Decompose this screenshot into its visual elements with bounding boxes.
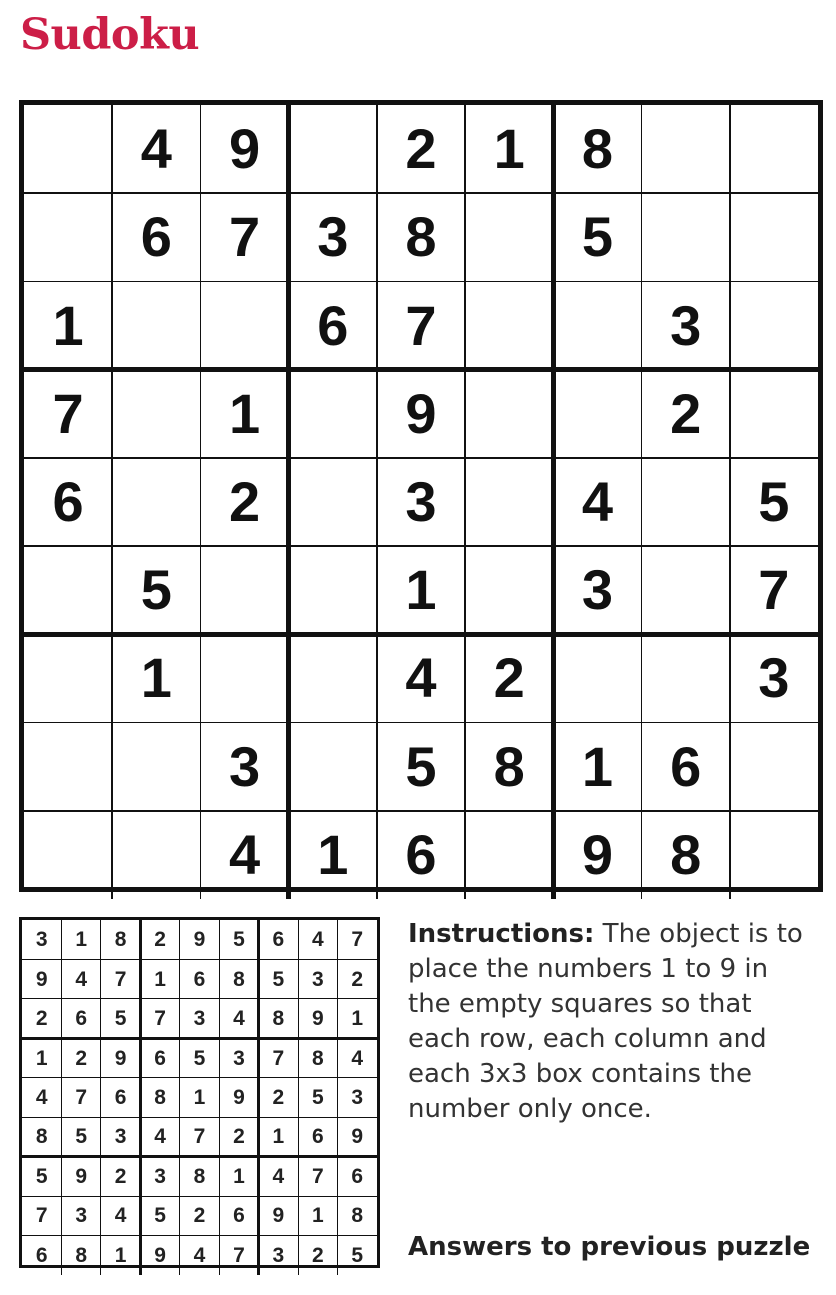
puzzle-cell-r6c5: 1 (405, 558, 437, 622)
answer-cell-r2c8: 3 (311, 967, 324, 991)
puzzle-cell-r8c9[interactable] (730, 723, 818, 811)
answer-cell-r2c2: 4 (75, 967, 87, 991)
answer-cell-r5c7: 2 (272, 1085, 285, 1109)
previous-answers-grid (19, 917, 380, 1268)
puzzle-cell-r5c6[interactable] (465, 458, 553, 546)
puzzle-cell-r6c7: 3 (581, 558, 614, 622)
answer-cell-r8c5: 2 (193, 1204, 206, 1228)
answer-cell-r4c8: 8 (311, 1046, 324, 1070)
answer-cell-r2c9: 2 (351, 967, 364, 991)
answer-cell-r6c6: 2 (233, 1125, 245, 1149)
puzzle-cell-r9c4: 1 (317, 822, 349, 886)
puzzle-cell-r9c6[interactable] (465, 811, 553, 899)
puzzle-cell-r6c9: 7 (758, 558, 790, 622)
page-title: Sudoku (20, 10, 200, 60)
answer-cell-r9c1: 6 (35, 1243, 48, 1267)
puzzle-cell-r3c6[interactable] (465, 281, 553, 369)
answer-cell-r9c7: 3 (272, 1243, 285, 1267)
answer-cell-r7c8: 7 (311, 1164, 324, 1188)
answer-cell-r5c6: 9 (233, 1085, 245, 1109)
answer-cell-r7c1: 5 (35, 1164, 48, 1188)
answer-cell-r5c5: 1 (193, 1085, 206, 1109)
answer-cell-r3c4: 7 (154, 1007, 166, 1031)
puzzle-cell-r9c7: 9 (581, 822, 614, 886)
answer-cell-r8c2: 3 (75, 1204, 87, 1228)
puzzle-cell-r9c9[interactable] (730, 811, 818, 899)
answer-cell-r2c3: 7 (114, 967, 127, 991)
answer-cell-r9c2: 8 (75, 1243, 87, 1267)
puzzle-cell-r9c1[interactable] (24, 811, 112, 899)
puzzle-cell-r4c1: 7 (52, 381, 84, 445)
puzzle-cell-r5c2[interactable] (112, 458, 200, 546)
puzzle-cell-r8c3: 3 (228, 734, 261, 798)
puzzle-cell-r1c9[interactable] (730, 105, 818, 193)
puzzle-cell-r5c1: 6 (52, 469, 84, 533)
answer-cell-r8c4: 5 (154, 1204, 166, 1228)
answer-cell-r7c6: 1 (233, 1164, 245, 1188)
answer-cell-r4c3: 9 (114, 1046, 127, 1070)
puzzle-cell-r5c5: 3 (405, 469, 437, 533)
puzzle-cell-r7c6: 2 (493, 646, 525, 710)
instructions-label: Instructions: (408, 919, 595, 949)
answer-cell-r1c8: 4 (311, 928, 324, 952)
puzzle-cell-r1c8[interactable] (642, 105, 730, 193)
puzzle-cell-r1c2: 4 (140, 117, 172, 181)
answer-cell-r6c5: 7 (193, 1125, 206, 1149)
puzzle-cell-r5c4[interactable] (289, 458, 377, 546)
answer-cell-r6c3: 3 (114, 1125, 127, 1149)
puzzle-cell-r4c9[interactable] (730, 370, 818, 458)
puzzle-cell-r6c6[interactable] (465, 546, 553, 634)
answer-cell-r2c5: 6 (193, 967, 206, 991)
answer-cell-r6c9: 9 (351, 1125, 364, 1149)
puzzle-cell-r1c4[interactable] (289, 105, 377, 193)
answer-cell-r5c3: 6 (114, 1085, 127, 1109)
answer-cell-r8c8: 1 (311, 1204, 324, 1228)
puzzle-cell-r3c3[interactable] (200, 281, 288, 369)
puzzle-cell-r4c5: 9 (405, 381, 437, 445)
answer-cell-r4c2: 2 (75, 1046, 87, 1070)
answer-cell-r5c8: 5 (311, 1085, 324, 1109)
answer-cell-r1c2: 1 (75, 928, 87, 952)
puzzle-cell-r9c2[interactable] (112, 811, 200, 899)
answer-cell-r8c9: 8 (351, 1204, 364, 1228)
answer-cell-r4c1: 1 (35, 1046, 48, 1070)
puzzle-cell-r5c7: 4 (581, 469, 614, 533)
puzzle-cell-r6c3[interactable] (200, 546, 288, 634)
puzzle-cell-r4c8: 2 (670, 381, 702, 445)
puzzle-cell-r3c4: 6 (317, 293, 349, 357)
answer-cell-r1c4: 2 (154, 928, 166, 952)
puzzle-cell-r8c5: 5 (405, 734, 437, 798)
puzzle-cell-r1c5: 2 (405, 117, 437, 181)
answer-cell-r4c6: 3 (233, 1046, 245, 1070)
puzzle-cell-r2c9[interactable] (730, 193, 818, 281)
instructions-body: The object is to place the numbers 1 to 9 in the empty squares so that each row, each column and each 3x3 box contains the number only once. (408, 919, 803, 1124)
puzzle-cell-r8c7: 1 (581, 734, 614, 798)
answer-cell-r9c3: 1 (114, 1243, 127, 1267)
puzzle-cell-r1c1[interactable] (24, 105, 112, 193)
puzzle-cell-r2c1[interactable] (24, 193, 112, 281)
puzzle-cell-r4c6[interactable] (465, 370, 553, 458)
answer-cell-r7c3: 2 (114, 1164, 127, 1188)
answer-cell-r1c6: 5 (233, 928, 245, 952)
puzzle-cell-r4c3: 1 (228, 381, 261, 445)
puzzle-cell-r7c1[interactable] (24, 634, 112, 722)
answer-cell-r9c6: 7 (233, 1243, 245, 1267)
answers-caption: Answers to previous puzzle (408, 1232, 811, 1262)
answer-cell-r4c9: 4 (351, 1046, 364, 1070)
puzzle-cell-r7c3[interactable] (200, 634, 288, 722)
answer-cell-r9c4: 9 (154, 1243, 166, 1267)
answer-cell-r5c9: 3 (351, 1085, 364, 1109)
puzzle-cell-r3c5: 7 (405, 293, 437, 357)
puzzle-cell-r5c9: 5 (758, 469, 790, 533)
answer-cell-r4c5: 5 (193, 1046, 206, 1070)
puzzle-cell-r3c7[interactable] (553, 281, 641, 369)
puzzle-cell-r6c8[interactable] (642, 546, 730, 634)
puzzle-cell-r4c7[interactable] (553, 370, 641, 458)
puzzle-cell-r9c3: 4 (228, 822, 261, 886)
answer-cell-r6c2: 5 (75, 1125, 87, 1149)
answer-cell-r7c4: 3 (154, 1164, 166, 1188)
puzzle-cell-r4c2[interactable] (112, 370, 200, 458)
puzzle-cell-r5c3: 2 (228, 469, 261, 533)
answer-cell-r4c7: 7 (272, 1046, 285, 1070)
answer-cell-r9c8: 2 (311, 1243, 324, 1267)
puzzle-cell-r2c5: 8 (405, 205, 437, 269)
answer-cell-r8c3: 4 (114, 1204, 127, 1228)
answer-cell-r7c5: 8 (193, 1164, 206, 1188)
puzzle-cell-r7c9: 3 (758, 646, 790, 710)
puzzle-cell-r6c1[interactable] (24, 546, 112, 634)
answer-cell-r9c9: 5 (351, 1243, 364, 1267)
instructions-text (408, 917, 818, 1127)
puzzle-cell-r5c8[interactable] (642, 458, 730, 546)
puzzle-cell-r7c2: 1 (140, 646, 172, 710)
answer-cell-r2c7: 5 (272, 967, 285, 991)
puzzle-cell-r9c5: 6 (405, 822, 437, 886)
puzzle-cell-r8c6: 8 (493, 734, 525, 798)
puzzle-cell-r3c8: 3 (670, 293, 702, 357)
answer-cell-r1c7: 6 (272, 928, 285, 952)
answer-cell-r8c1: 7 (35, 1204, 48, 1228)
answer-cell-r2c6: 8 (233, 967, 245, 991)
puzzle-cell-r7c4[interactable] (289, 634, 377, 722)
puzzle-cell-r8c4[interactable] (289, 723, 377, 811)
answer-cell-r1c3: 8 (114, 928, 127, 952)
answer-cell-r6c4: 4 (154, 1125, 166, 1149)
answer-cell-r3c7: 8 (272, 1007, 285, 1031)
answer-cell-r7c9: 6 (351, 1164, 364, 1188)
puzzle-cell-r2c7: 5 (581, 205, 614, 269)
puzzle-cell-r2c8[interactable] (642, 193, 730, 281)
answer-cell-r7c7: 4 (272, 1164, 285, 1188)
answer-cell-r8c7: 9 (272, 1204, 285, 1228)
puzzle-cell-r2c6[interactable] (465, 193, 553, 281)
puzzle-cell-r8c2[interactable] (112, 723, 200, 811)
answer-cell-r3c2: 6 (75, 1007, 87, 1031)
puzzle-cell-r2c4: 3 (317, 205, 349, 269)
answer-cell-r5c2: 7 (75, 1085, 87, 1109)
puzzle-cell-r2c2: 6 (140, 205, 172, 269)
sudoku-puzzle-grid (19, 100, 823, 892)
puzzle-cell-r7c5: 4 (405, 646, 437, 710)
puzzle-cell-r7c8[interactable] (642, 634, 730, 722)
puzzle-cell-r1c6: 1 (493, 117, 525, 181)
puzzle-cell-r9c8: 8 (670, 822, 702, 886)
answer-cell-r8c6: 6 (233, 1204, 245, 1228)
puzzle-cell-r8c1[interactable] (24, 723, 112, 811)
puzzle-cell-r8c8: 6 (670, 734, 702, 798)
answer-cell-r6c8: 6 (311, 1125, 324, 1149)
puzzle-cell-r3c2[interactable] (112, 281, 200, 369)
answer-cell-r1c1: 3 (35, 928, 48, 952)
answer-cell-r4c4: 6 (154, 1046, 166, 1070)
answer-cell-r9c5: 4 (193, 1243, 206, 1267)
puzzle-cell-r7c7[interactable] (553, 634, 641, 722)
answer-cell-r3c6: 4 (233, 1007, 245, 1031)
answer-cell-r2c4: 1 (154, 967, 166, 991)
puzzle-cell-r3c9[interactable] (730, 281, 818, 369)
answer-cell-r3c9: 1 (351, 1007, 364, 1031)
answer-cell-r5c4: 8 (154, 1085, 166, 1109)
puzzle-cell-r6c2: 5 (140, 558, 172, 622)
puzzle-cell-r3c1: 1 (52, 293, 84, 357)
answer-cell-r2c1: 9 (35, 967, 48, 991)
puzzle-cell-r2c3: 7 (228, 205, 261, 269)
answer-cell-r3c3: 5 (114, 1007, 127, 1031)
answer-cell-r3c5: 3 (193, 1007, 206, 1031)
answer-cell-r7c2: 9 (75, 1164, 87, 1188)
answer-cell-r6c1: 8 (35, 1125, 48, 1149)
answer-cell-r3c1: 2 (35, 1007, 48, 1031)
answer-cell-r1c5: 9 (193, 928, 206, 952)
answer-cell-r5c1: 4 (35, 1085, 48, 1109)
puzzle-cell-r6c4[interactable] (289, 546, 377, 634)
puzzle-cell-r4c4[interactable] (289, 370, 377, 458)
answer-cell-r1c9: 7 (351, 928, 364, 952)
answer-cell-r3c8: 9 (311, 1007, 324, 1031)
puzzle-cell-r1c7: 8 (581, 117, 614, 181)
puzzle-cell-r1c3: 9 (228, 117, 261, 181)
answer-cell-r6c7: 1 (272, 1125, 285, 1149)
